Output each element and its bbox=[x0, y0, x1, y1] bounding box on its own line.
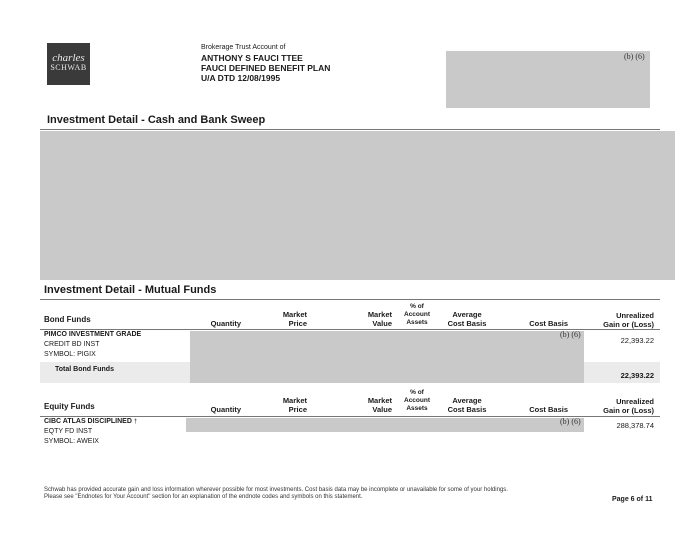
col-quantity: Quantity bbox=[210, 405, 241, 414]
footer-line-2: Please see "Endnotes for Your Account" section for an explanation of the endnote codes and symbols on this statement. bbox=[44, 494, 363, 500]
col-cost-basis: Cost Basis bbox=[529, 405, 568, 414]
equity-unrealized-gain: 288,378.74 bbox=[616, 421, 654, 430]
col-unrealized-gain: Unrealized Gain or (Loss) bbox=[603, 311, 654, 329]
logo-text-charles: charles bbox=[52, 52, 85, 64]
col-average-cost-basis: Average Cost Basis bbox=[447, 396, 487, 414]
redaction-tag-bond: (b) (6) bbox=[560, 330, 581, 339]
col-market-price: Market Price bbox=[282, 396, 307, 414]
col-quantity: Quantity bbox=[210, 319, 241, 328]
equity-fund-symbol: SYMBOL: AWEIX bbox=[44, 438, 99, 445]
equity-funds-heading: Equity Funds bbox=[44, 402, 95, 411]
footer-line-1: Schwab has provided accurate gain and loss information wherever possible for most investments. Cost basis data may be incomplete or unavailable for some of your holdings. bbox=[44, 487, 508, 493]
account-date: U/A DTD 12/08/1995 bbox=[201, 73, 281, 83]
col-average-cost-basis: Average Cost Basis bbox=[447, 310, 487, 328]
section-title-mutual-funds: Investment Detail - Mutual Funds bbox=[44, 284, 217, 296]
page-number: Page 6 of 11 bbox=[612, 496, 653, 503]
divider bbox=[40, 299, 660, 300]
col-market-value: Market Value bbox=[367, 396, 392, 414]
account-label: Brokerage Trust Account of bbox=[201, 44, 286, 51]
bond-fund-row bbox=[44, 330, 141, 360]
equity-fund-name: CIBC ATLAS DISCIPLINED bbox=[44, 418, 132, 425]
bond-fund-name: PIMCO INVESTMENT GRADE bbox=[44, 331, 142, 338]
bond-unrealized-gain: 22,393.22 bbox=[620, 336, 654, 345]
col-cost-basis: Cost Basis bbox=[529, 319, 568, 328]
bond-funds-heading: Bond Funds bbox=[44, 315, 91, 324]
bond-fund-line2: CREDIT BD INST bbox=[44, 341, 100, 348]
divider bbox=[40, 129, 660, 130]
account-owner: ANTHONY S FAUCI TTEE bbox=[201, 53, 303, 63]
col-market-value: Market Value bbox=[367, 310, 392, 328]
endnote-marker: † bbox=[133, 419, 138, 425]
equity-fund-name-line bbox=[44, 417, 137, 427]
col-pct-account-assets: % of Account Assets bbox=[404, 389, 430, 412]
total-bond-gain: 22,393.22 bbox=[620, 371, 654, 380]
redacted-block-cash bbox=[40, 131, 675, 280]
redacted-block-header bbox=[446, 51, 650, 108]
equity-fund-row bbox=[44, 417, 137, 447]
bond-fund-symbol: SYMBOL: PIGIX bbox=[44, 351, 96, 358]
logo-text-schwab: SCHWAB bbox=[50, 63, 87, 72]
redacted-block-bond bbox=[190, 331, 584, 383]
col-unrealized-gain: Unrealized Gain or (Loss) bbox=[603, 397, 654, 415]
schwab-logo bbox=[47, 43, 90, 85]
account-plan: FAUCI DEFINED BENEFIT PLAN bbox=[201, 63, 331, 73]
footer-notes bbox=[44, 487, 604, 501]
redaction-tag-header: (b) (6) bbox=[624, 52, 645, 61]
col-market-price: Market Price bbox=[282, 310, 307, 328]
section-title-cash-sweep: Investment Detail - Cash and Bank Sweep bbox=[47, 114, 266, 126]
col-pct-account-assets: % of Account Assets bbox=[404, 303, 430, 326]
total-bond-label: Total Bond Funds bbox=[55, 366, 114, 373]
redacted-block-equity bbox=[186, 418, 584, 432]
redaction-tag-equity: (b) (6) bbox=[560, 417, 581, 426]
equity-fund-line2: EQTY FD INST bbox=[44, 428, 93, 435]
